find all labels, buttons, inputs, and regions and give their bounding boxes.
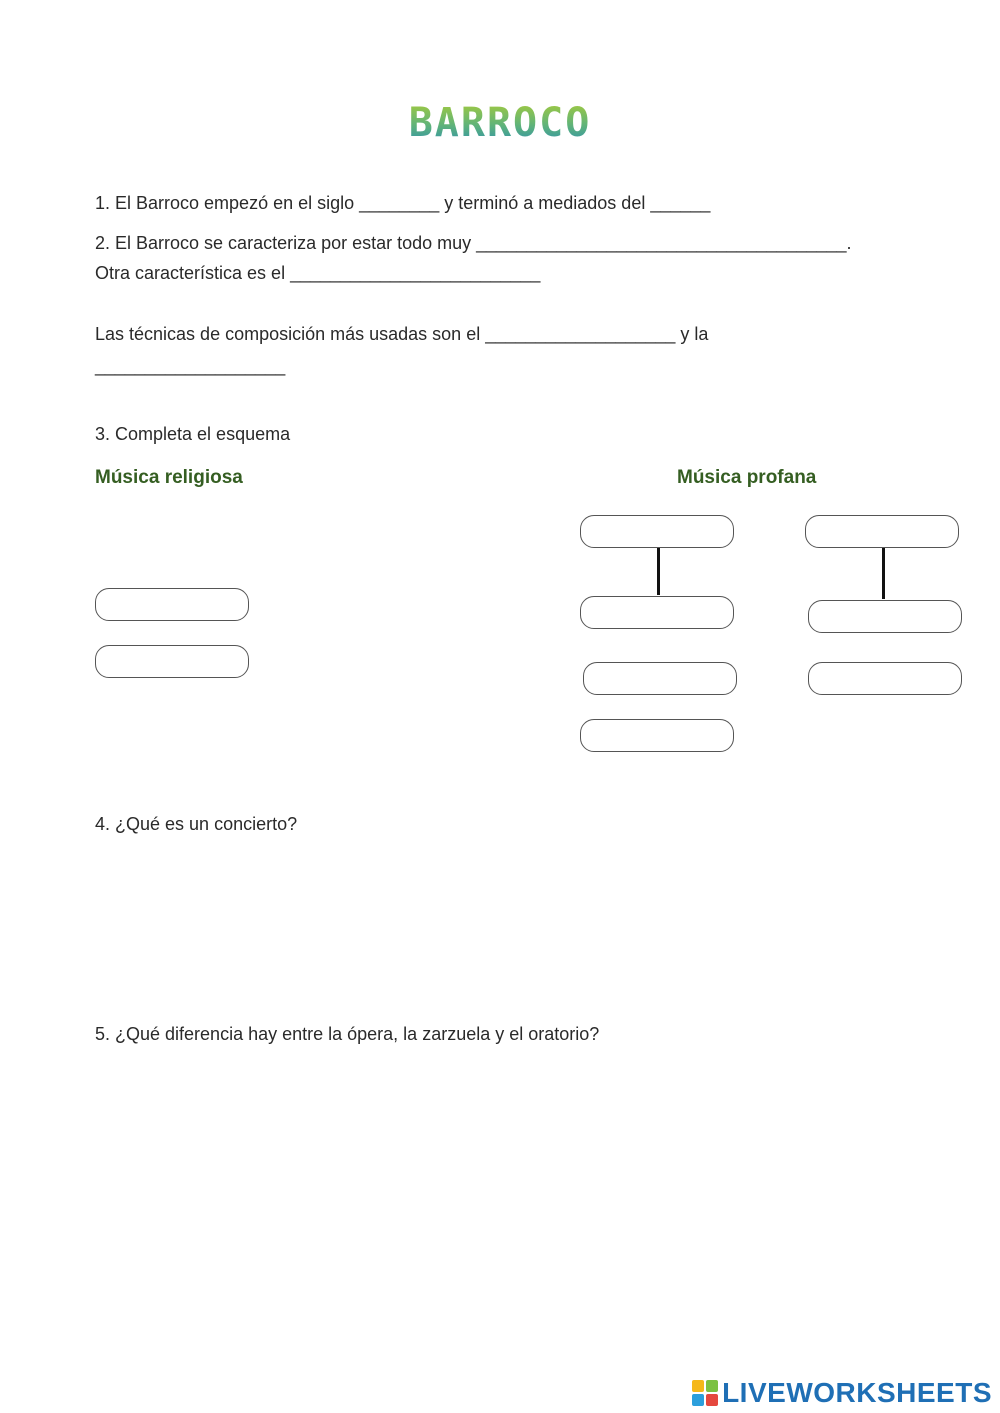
answer-box-religiosa-1[interactable] <box>95 588 249 621</box>
liveworksheets-icon <box>692 1380 718 1406</box>
answer-box-profana-col1-3[interactable] <box>583 662 737 695</box>
question-2-line-4: ___________________ <box>95 356 286 376</box>
liveworksheets-wordmark: LIVEWORKSHEETS <box>722 1377 992 1408</box>
worksheet-title: BARROCO <box>0 100 1000 146</box>
question-2-line-3: Las técnicas de composición más usadas son el ___________________ y la <box>95 324 709 344</box>
answer-box-profana-col2-2[interactable] <box>808 600 962 633</box>
question-2-line-1: 2. El Barroco se caracteriza por estar todo muy _____________________________________. <box>95 233 852 253</box>
answer-box-profana-col1-2[interactable] <box>580 596 734 629</box>
answer-box-religiosa-2[interactable] <box>95 645 249 678</box>
answer-box-profana-col1-top[interactable] <box>580 515 734 548</box>
question-1: 1. El Barroco empezó en el siglo ________ y terminó a mediados del ______ <box>95 193 711 213</box>
connector-line-col1 <box>657 548 660 595</box>
heading-musica-profana: Música profana <box>677 467 817 488</box>
connector-line-col2 <box>882 548 885 599</box>
liveworksheets-logo <box>692 1376 992 1410</box>
answer-box-profana-col2-top[interactable] <box>805 515 959 548</box>
question-5: 5. ¿Qué diferencia hay entre la ópera, la zarzuela y el oratorio? <box>95 1024 600 1044</box>
question-4: 4. ¿Qué es un concierto? <box>95 814 298 834</box>
question-3: 3. Completa el esquema <box>95 424 291 444</box>
question-2-line-2: Otra característica es el _________________________ <box>95 263 541 283</box>
answer-box-profana-col1-4[interactable] <box>580 719 734 752</box>
answer-box-profana-col2-3[interactable] <box>808 662 962 695</box>
heading-musica-religiosa: Música religiosa <box>95 467 243 488</box>
